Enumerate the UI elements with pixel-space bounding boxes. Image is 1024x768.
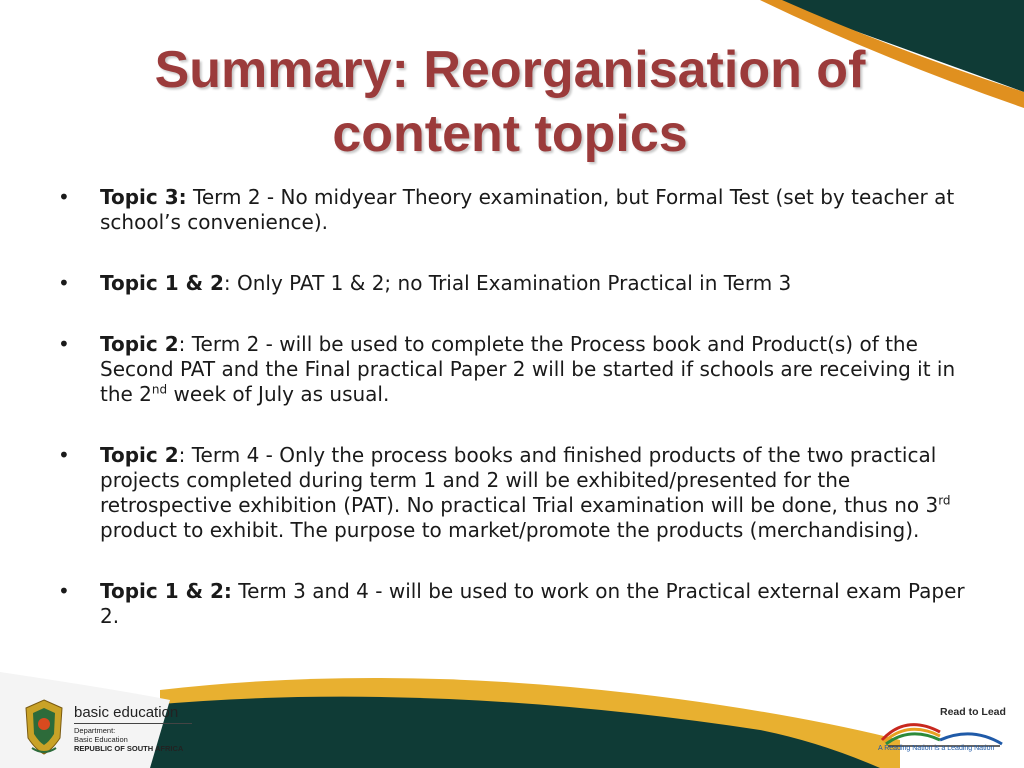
bullet-item: [58, 443, 968, 543]
ordinal-suffix: nd: [151, 382, 168, 397]
read-to-lead-title: Read to Lead: [940, 706, 1006, 718]
read-to-lead-tagline: A Reading Nation is a Leading Nation: [878, 745, 995, 752]
dbe-subtitle: [74, 726, 183, 753]
bullet-text: Term 2 - No midyear Theory examination, but Formal Test (set by teacher at school’s convenience).: [100, 185, 955, 234]
bottom-dark-swoosh: [150, 697, 880, 768]
dbe-line-2: Basic Education: [74, 735, 128, 744]
dbe-logo: [22, 696, 192, 760]
coat-of-arms-icon: [22, 698, 66, 756]
bullet-text: : Term 2 - will be used to complete the Process book and Product(s) of the Second PAT and the Final practical Paper 2 will be started if schools are receiving it in the 2: [100, 332, 956, 406]
bullet-text: : Only PAT 1 & 2; no Trial Examination Practical in Term 3: [223, 271, 792, 295]
dbe-name: basic education: [74, 704, 179, 721]
bullet-item: [58, 332, 968, 407]
bullet-text: product to exhibit. The purpose to market/promote the products (merchandising).: [100, 518, 920, 542]
dbe-line-1: Department:: [74, 726, 116, 735]
bullet-text: Term 3 and 4 - will be used to work on the Practical external exam Paper 2.: [100, 579, 965, 628]
bullet-label: Topic 2: [100, 443, 179, 467]
bullet-list: [58, 185, 968, 665]
bullet-text: week of July as usual.: [167, 382, 390, 406]
read-to-lead-logo: [876, 700, 1016, 762]
bullet-dot-icon: •: [58, 332, 70, 356]
dbe-divider: [74, 723, 192, 724]
bullet-label: Topic 2: [100, 332, 179, 356]
bullet-label: Topic 1 & 2: [100, 271, 224, 295]
bullet-item: [58, 271, 968, 296]
ordinal-suffix: rd: [938, 493, 951, 508]
bullet-item: [58, 579, 968, 629]
bullet-label: Topic 1 & 2:: [100, 579, 232, 603]
bullet-dot-icon: •: [58, 271, 70, 295]
bullet-label: Topic 3:: [100, 185, 187, 209]
bullet-dot-icon: •: [58, 579, 70, 603]
bullet-dot-icon: •: [58, 185, 70, 209]
bullet-text: : Term 4 - Only the process books and finished products of the two practical projects completed during term 1 and 2 will be exhibited/presented for the retrospective exhibition (PAT). No practical Trial examination will be done, thus no 3: [100, 443, 939, 517]
bullet-dot-icon: •: [58, 443, 70, 467]
bullet-item: [58, 185, 968, 235]
dbe-line-3: REPUBLIC OF SOUTH AFRICA: [74, 744, 184, 753]
slide-title: Summary: Reorganisation of content topics: [154, 41, 866, 163]
